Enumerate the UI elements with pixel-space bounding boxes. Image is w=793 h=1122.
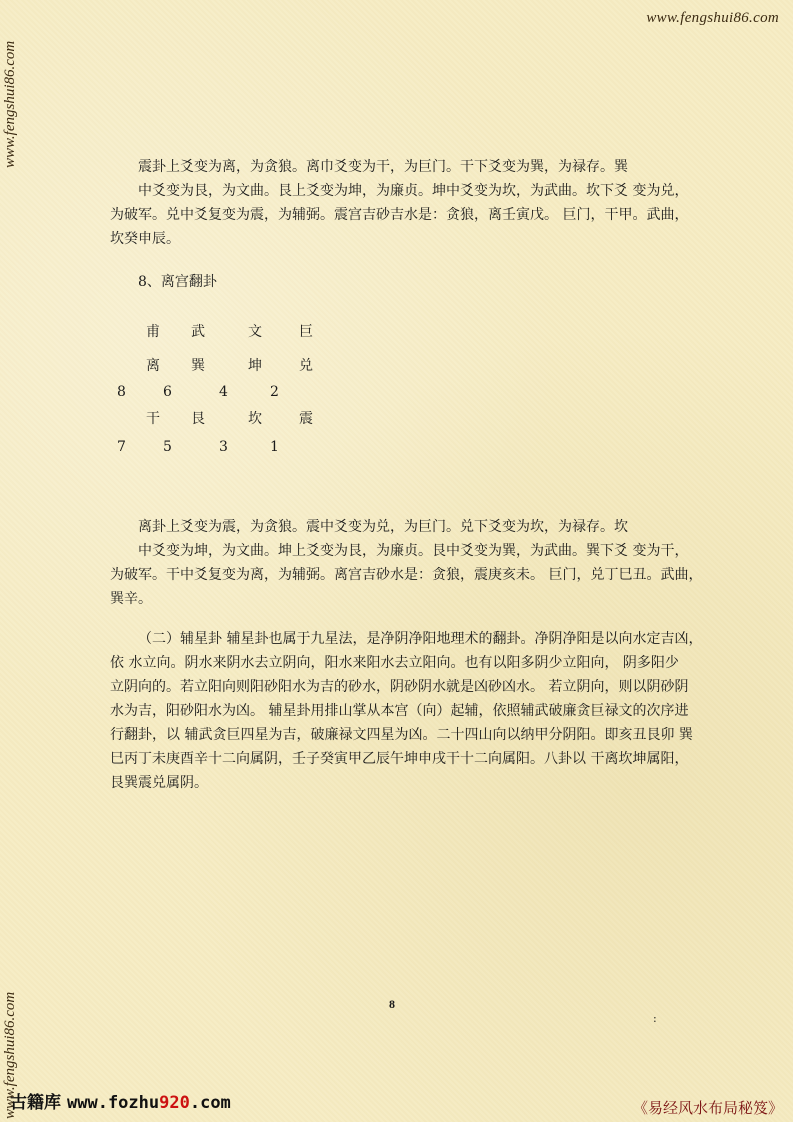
text-line: 震卦上爻变为离，为贪狼。离巾爻变为干，为巨门。干下爻变为巽，为禄存。巽 [138,159,628,175]
footer-url-number: 920 [159,1093,190,1113]
diagram-number: 1 [270,439,279,455]
text-line: 中爻变为坤，为文曲。坤上爻变为艮，为廉贞。艮中爻变为巽，为武曲。巽下爻 变为干， [138,543,689,559]
section-heading: 8、离宫翻卦 [138,274,217,290]
diagram-star: 甫 [146,324,160,340]
paragraph-fuxing-gua [110,627,703,795]
watermark-left-top: www.fengshui86.com [2,40,18,168]
text-line: 为破军。兑中爻复变为震，为辅弼。震宫吉砂吉水是：贪狼，离壬寅戊。 巨门，干甲。武曲， [110,207,689,223]
diagram-number: 4 [219,384,228,400]
text-line: 艮巽震兑属阴。 [110,775,208,791]
text-line: 中爻变为艮，为文曲。艮上爻变为坤，为廉贞。坤中爻变为坎，为武曲。坎下爻 变为兑， [138,183,689,199]
diagram-trigram: 巽 [191,358,205,374]
diagram-number: 6 [163,384,172,400]
text-line: 依 水立向。阴水来阴水去立阴向，阳水来阳水去立阳向。也有以阳多阴少立阳向， 阴多阳少 [110,655,679,671]
text-line: 坎癸申辰。 [110,231,180,247]
text-line: 水为吉，阳砂阳水为凶。 辅星卦用排山掌从本宫（向）起辅，依照辅武破廉贪巨禄文的次序进 [110,703,689,719]
text-line: （二）辅星卦 辅星卦也属于九星法，是净阴净阳地理术的翻卦。净阴净阳是以向水定吉凶， [138,631,703,647]
paragraph-li-palace [110,515,703,611]
footer-url[interactable] [67,1093,231,1113]
page-number: 8 [389,997,395,1011]
diagram-star: 巨 [299,324,313,340]
watermark-top-right: www.fengshui86.com [646,10,779,26]
diagram-trigram: 干 [146,411,160,427]
diagram-number: 5 [163,439,172,455]
diagram-trigram: 坤 [248,358,262,374]
paragraph-zhen-palace [110,155,698,251]
text-line: 巳丙丁未庚酉辛十二向属阴，壬子癸寅甲乙辰午坤申戌干十二向属阳。八卦以 干离坎坤属阳， [110,751,689,767]
footer-site-logo[interactable] [10,1088,231,1113]
text-line: 离卦上爻变为震，为贪狼。震中爻变为兑，为巨门。兑下爻变为坎，为禄存。坎 [138,519,628,535]
diagram-star: 武 [191,324,205,340]
diagram-number: 8 [117,384,126,400]
text-line: 巽辛。 [110,591,152,607]
footer-url-prefix: www.fozhu [67,1093,160,1113]
stray-mark: : [653,1012,657,1025]
watermark-left-bottom: www.fengshui86.com [2,991,18,1119]
diagram-trigram: 震 [299,411,313,427]
diagram-trigram: 兑 [299,358,313,374]
text-line: 行翻卦，以 辅武贪巨四星为吉，破廉禄文四星为凶。二十四山向以纳甲分阴阳。即亥丑艮卯 巽 [110,727,693,743]
diagram-trigram: 坎 [248,411,262,427]
diagram-number: 7 [117,439,126,455]
footer-site-name: 古籍库 [10,1093,61,1113]
diagram-trigram: 离 [146,358,160,374]
diagram-trigram: 艮 [191,411,205,427]
diagram-number: 2 [270,384,279,400]
footer-url-suffix: .com [189,1093,231,1113]
text-line: 立阴向的。若立阳向则阳砂阳水为吉的砂水，阴砂阴水就是凶砂凶水。 若立阴向，则以阴砂阴 [110,679,689,695]
footer-book-title: 《易经风水布局秘笈》 [632,1099,783,1117]
text-line: 为破军。干中爻复变为离，为辅弼。离宫吉砂水是：贪狼，震庚亥未。 巨门，兑丁巳丑。武曲， [110,567,703,583]
diagram-number: 3 [219,439,228,455]
diagram-star: 文 [248,324,262,340]
